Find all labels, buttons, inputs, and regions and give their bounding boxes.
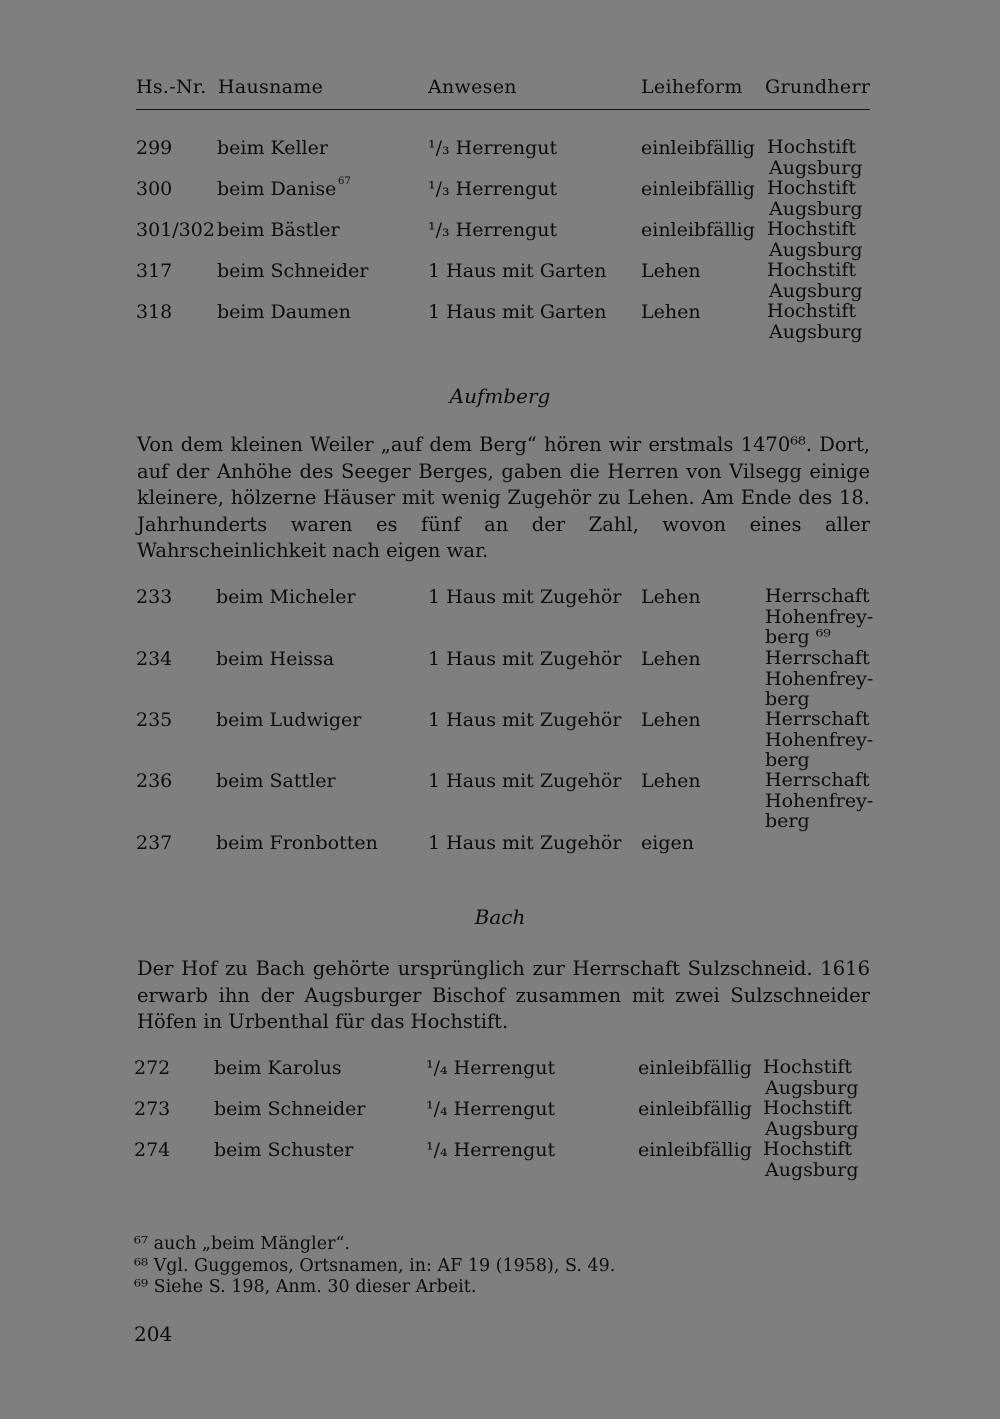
cell-nr: 274 bbox=[134, 1139, 171, 1161]
cell-nr: 237 bbox=[136, 832, 173, 854]
paragraph-bach: Der Hof zu Bach gehörte ursprünglich zur Herrschaft Sulzschneid. 1616 erwarb ihn der Augsburger Bischof zusammen mit zwei Sulzschneider Höfen in Urbenthal für das Hochstift. bbox=[137, 957, 870, 1033]
column-header-leiheform: Leiheform bbox=[641, 76, 743, 98]
grundherr-line: Augsburg bbox=[769, 156, 863, 179]
cell-leiheform: einleibfällig bbox=[638, 1098, 752, 1120]
grundherr-line: Augsburg bbox=[769, 279, 863, 302]
cell-grundherr bbox=[765, 709, 873, 771]
cell-anwesen: 1 Haus mit Garten bbox=[428, 260, 607, 282]
table-row bbox=[0, 1139, 1000, 1181]
table-row bbox=[0, 178, 1000, 220]
column-header-grundherr: Grundherr bbox=[765, 76, 871, 98]
column-header-anwesen: Anwesen bbox=[428, 76, 517, 98]
cell-anwesen: 1 Haus mit Zugehör bbox=[428, 586, 622, 608]
cell-grundherr bbox=[763, 1139, 859, 1180]
cell-nr: 300 bbox=[136, 178, 173, 200]
cell-hausname: beim Schneider bbox=[214, 1098, 366, 1120]
grundherr-line: Hochstift bbox=[763, 1056, 853, 1078]
cell-hausname: beim Micheler bbox=[216, 586, 356, 608]
cell-grundherr bbox=[767, 137, 863, 178]
column-header-nr: Hs.-Nr. bbox=[136, 76, 207, 98]
grundherr-line: Hochstift bbox=[767, 218, 857, 240]
table-row bbox=[0, 137, 1000, 179]
cell-hausname: beim Schuster bbox=[214, 1139, 354, 1161]
cell-nr: 318 bbox=[136, 301, 173, 323]
cell-leiheform: einleibfällig bbox=[641, 137, 755, 159]
table-row bbox=[0, 647, 1000, 710]
grundherr-line: Herrschaft bbox=[765, 769, 870, 791]
footnotes bbox=[134, 1234, 615, 1299]
grundherr-line: Herrschaft bbox=[765, 647, 870, 669]
cell-grundherr bbox=[765, 648, 873, 710]
cell-hausname: beim Keller bbox=[217, 137, 328, 159]
page-number: 204 bbox=[134, 1322, 173, 1346]
grundherr-line: Hochstift bbox=[767, 177, 857, 199]
table-row bbox=[0, 260, 1000, 302]
table-row bbox=[0, 1057, 1000, 1099]
cell-hausname: beim Ludwiger bbox=[216, 709, 362, 731]
table-row bbox=[0, 219, 1000, 261]
cell-grundherr bbox=[767, 260, 863, 301]
grundherr-line: Hochstift bbox=[763, 1138, 853, 1160]
cell-anwesen: 1 Haus mit Garten bbox=[428, 301, 607, 323]
table-row bbox=[0, 585, 1000, 648]
cell-nr: 233 bbox=[136, 586, 173, 608]
grundherr-line: berg bbox=[765, 749, 810, 771]
cell-anwesen: 1 Haus mit Zugehör bbox=[428, 648, 622, 670]
grundherr-line: Augsburg bbox=[765, 1158, 859, 1181]
cell-hausname: beim Bästler bbox=[217, 219, 340, 241]
cell-anwesen: ¹/₄ Herrengut bbox=[426, 1139, 556, 1161]
grundherr-line: Herrschaft bbox=[765, 585, 870, 607]
header-rule bbox=[136, 109, 870, 110]
cell-hausname: beim Heissa bbox=[216, 648, 335, 670]
grundherr-line: Augsburg bbox=[769, 197, 863, 220]
cell-leiheform: einleibfällig bbox=[641, 219, 755, 241]
column-header-hausname: Hausname bbox=[218, 76, 324, 98]
grundherr-line: Hochstift bbox=[767, 300, 857, 322]
cell-leiheform: eigen bbox=[641, 832, 694, 854]
cell-anwesen: ¹/₃ Herrengut bbox=[428, 137, 558, 159]
cell-nr: 299 bbox=[136, 137, 173, 159]
table-row bbox=[0, 832, 1000, 874]
cell-grundherr bbox=[765, 586, 873, 648]
cell-anwesen: ¹/₄ Herrengut bbox=[426, 1057, 556, 1079]
cell-hausname: beim Danise bbox=[217, 178, 337, 200]
footnote-marker: 67 bbox=[338, 176, 351, 187]
cell-anwesen: ¹/₃ Herrengut bbox=[428, 178, 558, 200]
cell-hausname: beim Karolus bbox=[214, 1057, 342, 1079]
grundherr-line: Hochstift bbox=[767, 136, 857, 158]
grundherr-line: Augsburg bbox=[765, 1076, 859, 1099]
grundherr-line: Augsburg bbox=[769, 238, 863, 261]
grundherr-line: Hochstift bbox=[763, 1097, 853, 1119]
grundherr-line: Hochstift bbox=[767, 259, 857, 281]
table-row bbox=[0, 1098, 1000, 1140]
table-row bbox=[0, 708, 1000, 771]
paragraph-aufmberg: Von dem kleinen Weiler „auf dem Berg“ hören wir erstmals 1470⁶⁸. Dort, auf der Anhöhe des Seeger Berges, gaben die Herren von Vilsegg einige kleinere, hölzerne Häuser mit wenig Zugehör zu Lehen. Am Ende des 18. Jahrhunderts waren es fünf an der Zahl, wovon eines aller Wahrscheinlichkeit nach eigen war. bbox=[137, 433, 870, 562]
grundherr-line: Hohenfrey- bbox=[765, 667, 874, 690]
cell-anwesen: 1 Haus mit Zugehör bbox=[428, 832, 622, 854]
table-row bbox=[0, 769, 1000, 832]
cell-leiheform: einleibfällig bbox=[641, 178, 755, 200]
cell-leiheform: Lehen bbox=[641, 301, 701, 323]
cell-nr: 234 bbox=[136, 648, 173, 670]
section-title-bach: Bach bbox=[474, 905, 526, 929]
cell-grundherr bbox=[763, 1057, 859, 1098]
cell-leiheform: Lehen bbox=[641, 770, 701, 792]
cell-grundherr bbox=[763, 1098, 859, 1139]
cell-leiheform: Lehen bbox=[641, 709, 701, 731]
footnote-68: ⁶⁸ Vgl. Guggemos, Ortsnamen, in: AF 19 (1958), S. 49. bbox=[134, 1255, 616, 1276]
grundherr-line: Augsburg bbox=[769, 320, 863, 343]
cell-nr: 317 bbox=[136, 260, 173, 282]
grundherr-line: Herrschaft bbox=[765, 708, 870, 730]
cell-hausname: beim Sattler bbox=[216, 770, 336, 792]
grundherr-line: Hohenfrey- bbox=[765, 605, 874, 628]
cell-leiheform: Lehen bbox=[641, 586, 701, 608]
section-title-aufmberg: Aufmberg bbox=[449, 384, 551, 408]
cell-nr: 236 bbox=[136, 770, 173, 792]
cell-hausname: beim Daumen bbox=[217, 301, 351, 323]
cell-grundherr bbox=[767, 301, 863, 342]
cell-leiheform: einleibfällig bbox=[638, 1139, 752, 1161]
grundherr-line: Augsburg bbox=[765, 1117, 859, 1140]
cell-hausname: beim Schneider bbox=[217, 260, 369, 282]
grundherr-line: Hohenfrey- bbox=[765, 789, 874, 812]
cell-anwesen: ¹/₄ Herrengut bbox=[426, 1098, 556, 1120]
cell-nr: 301/302 bbox=[136, 219, 215, 241]
cell-leiheform: Lehen bbox=[641, 260, 701, 282]
cell-anwesen: 1 Haus mit Zugehör bbox=[428, 709, 622, 731]
grundherr-line: Hohenfrey- bbox=[765, 728, 874, 751]
grundherr-line: berg bbox=[765, 688, 810, 710]
cell-grundherr bbox=[765, 770, 873, 832]
cell-leiheform: einleibfällig bbox=[638, 1057, 752, 1079]
footnote-67: ⁶⁷ auch „beim Mängler“. bbox=[134, 1234, 350, 1254]
cell-anwesen: ¹/₃ Herrengut bbox=[428, 219, 558, 241]
cell-hausname: beim Fronbotten bbox=[216, 832, 378, 854]
cell-nr: 272 bbox=[134, 1057, 171, 1079]
cell-anwesen: 1 Haus mit Zugehör bbox=[428, 770, 622, 792]
cell-nr: 235 bbox=[136, 709, 173, 731]
grundherr-line: berg ⁶⁹ bbox=[765, 626, 831, 648]
footnote-69: ⁶⁹ Siehe S. 198, Anm. 30 dieser Arbeit. bbox=[134, 1277, 477, 1297]
cell-grundherr bbox=[767, 178, 863, 219]
grundherr-line: berg bbox=[765, 810, 810, 832]
cell-grundherr bbox=[767, 219, 863, 260]
cell-nr: 273 bbox=[134, 1098, 171, 1120]
cell-leiheform: Lehen bbox=[641, 648, 701, 670]
table-row bbox=[0, 301, 1000, 343]
